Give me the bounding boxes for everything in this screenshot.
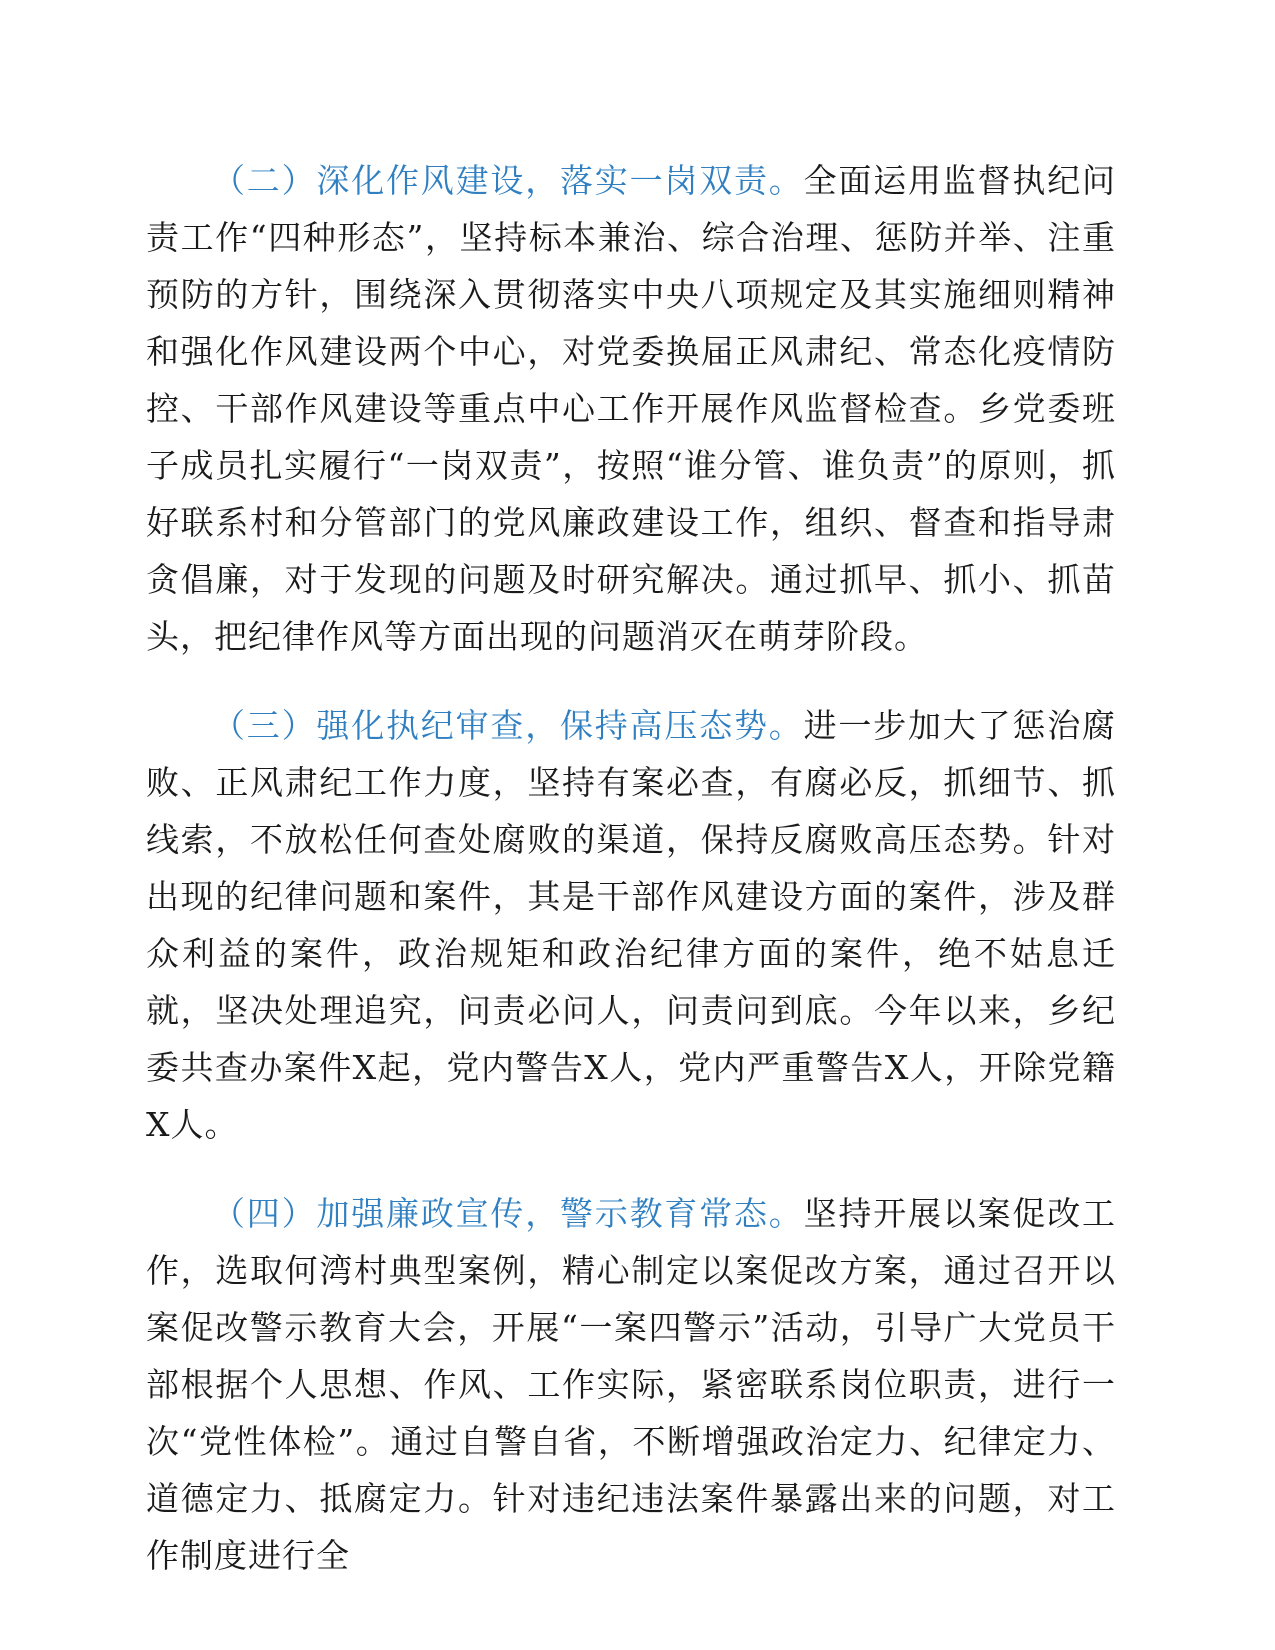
section-body-4: 坚持开展以案促改工作，选取何湾村典型案例，精心制定以案促改方案，通过召开以案促改警示教育大会，开展“一案四警示”活动，引导广大党员干部根据个人思想、作风、工作实际，紧密联系岗位职责，进行一次“党性体检”。通过自警自省，不断增强政治定力、纪律定力、道德定力、抵腐定力。针对违纪违法案件暴露出来的问题，对工作制度进行全 <box>146 1194 1117 1575</box>
section-heading-2: （二）深化作风建设，落实一岗双责。 <box>212 161 804 200</box>
paragraph-section-3 <box>146 697 1116 1153</box>
document-page <box>146 152 1116 1616</box>
section-body-2: 全面运用监督执纪问责工作“四种形态”，坚持标本兼治、综合治理、惩防并举、注重预防的方针，围绕深入贯彻落实中央八项规定及其实施细则精神和强化作风建设两个中心，对党委换届正风肃纪、常态化疫情防控、干部作风建设等重点中心工作开展作风监督检查。乡党委班子成员扎实履行“一岗双责”，按照“谁分管、谁负责”的原则，抓好联系村和分管部门的党风廉政建设工作，组织、督查和指导肃贪倡廉，对于发现的问题及时研究解决。通过抓早、抓小、抓苗头，把纪律作风等方面出现的问题消灭在萌芽阶段。 <box>146 161 1117 656</box>
section-body-3: 进一步加大了惩治腐败、正风肃纪工作力度，坚持有案必查，有腐必反，抓细节、抓线索，不放松任何查处腐败的渠道，保持反腐败高压态势。针对出现的纪律问题和案件，其是干部作风建设方面的案件，涉及群众利益的案件，政治规矩和政治纪律方面的案件，绝不姑息迁就，坚决处理追究，问责必问人，问责问到底。今年以来，乡纪委共查办案件X起，党内警告X人，党内严重警告X人，开除党籍X人。 <box>146 706 1117 1144</box>
paragraph-section-4 <box>146 1185 1116 1584</box>
section-heading-4: （四）加强廉政宣传，警示教育常态。 <box>212 1194 804 1233</box>
paragraph-section-2 <box>146 152 1116 665</box>
section-heading-3: （三）强化执纪审查，保持高压态势。 <box>212 706 804 745</box>
